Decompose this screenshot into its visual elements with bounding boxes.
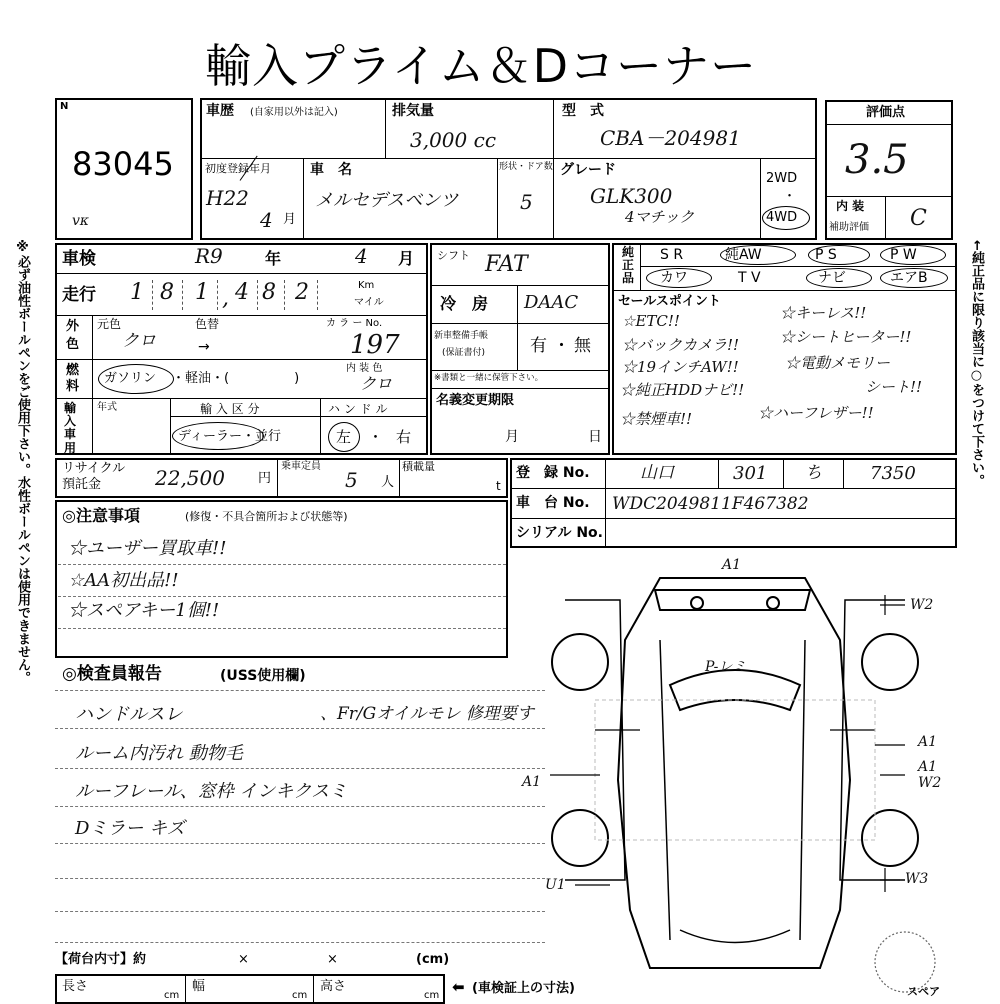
sales-point-label: セールスポイント	[618, 294, 721, 309]
diagram-mark: A1	[722, 557, 742, 573]
sales-point-item: ☆キーレス!!	[780, 304, 867, 322]
notes-label: ◎注意事項	[62, 506, 140, 525]
fuel-gasoline: ガソリン	[104, 371, 157, 386]
mileage-digit: 8	[262, 280, 276, 305]
manual-dot: ・	[553, 336, 570, 356]
fuel-label2: 料	[66, 379, 80, 394]
name-change-month: 月	[505, 429, 519, 445]
color-code-label: カ ラ ー No.	[326, 318, 383, 329]
history-label: 車歴	[206, 103, 234, 119]
mileage-digit: 4	[235, 280, 249, 305]
recycle-label: リサイクル	[62, 461, 126, 476]
sales-point-item: ☆純正HDDナビ!!	[620, 381, 745, 399]
inspector-item: Dミラー キズ	[75, 818, 185, 839]
cargo-height: 高さ	[320, 979, 347, 994]
fuel-int-value: クロ	[360, 374, 393, 393]
car-name-label: 車 名	[310, 162, 352, 178]
note-item: ☆ユーザー買取車!!	[68, 538, 227, 559]
sales-point-item: ☆バックカメラ!!	[622, 336, 740, 354]
color-orig-value: クロ	[122, 331, 156, 351]
model-value: CBA－204981	[600, 126, 741, 150]
displacement-value: 3,000 cc	[410, 128, 497, 152]
registration-class: 301	[733, 463, 768, 484]
drive-dot: ・	[783, 189, 797, 204]
aircon-label: 冷 房	[440, 294, 489, 313]
chassis-value: WDC2049811F467382	[612, 494, 809, 514]
fuel-label1: 燃	[66, 363, 80, 378]
first-reg-month: 4	[260, 208, 273, 232]
color-repaint-value: →	[198, 339, 210, 355]
diagram-mark: A1	[522, 774, 542, 790]
cargo-label: 【荷台内寸】約	[55, 952, 147, 967]
aircon-value: DAAC	[524, 292, 579, 313]
diagram-mark: W2	[910, 597, 934, 613]
sales-point-item: ☆19インチAW!!	[622, 358, 739, 376]
mileage-unit-mile: マイル	[354, 297, 384, 308]
mileage-label: 走行	[62, 285, 96, 305]
recycle-value: 22,500	[155, 466, 225, 490]
cargo-x1: ×	[238, 952, 249, 967]
cargo-cm3: cm	[424, 990, 440, 1001]
first-reg-era: H22	[206, 186, 249, 210]
doors-value: 5	[520, 190, 533, 214]
genuine-item: S R	[660, 247, 684, 263]
registration-kana: ち	[805, 463, 822, 483]
displacement-label: 排気量	[392, 103, 434, 119]
import-right: 右	[396, 428, 412, 446]
sales-point-item: シート!!	[865, 378, 923, 396]
color-repaint-label: 色替	[195, 317, 220, 331]
side-note-right: ←純正品に限り該当に○をつけて下さい。	[968, 240, 984, 487]
capacity-label: 乗車定員	[281, 461, 321, 472]
serial-label: シリアル No.	[516, 525, 603, 541]
registration-number: 7350	[870, 463, 916, 484]
notes-sub: (修復・不具合箇所および状態等)	[185, 510, 348, 523]
import-year-label: 年式	[97, 402, 117, 413]
cargo-note: (車検証上の寸法)	[472, 981, 575, 996]
mileage-digit: 1	[130, 280, 144, 305]
recycle-unit: 円	[258, 471, 272, 486]
cargo-unit: (cm)	[416, 952, 450, 967]
cargo-cm1: cm	[164, 990, 180, 1001]
mileage-unit-km: Km	[358, 280, 375, 291]
diagram-mark: A1	[918, 734, 938, 750]
shift-label: シフト	[437, 249, 470, 262]
sales-point-item: ☆ETC!!	[622, 312, 680, 330]
genuine-item: エアB	[890, 270, 928, 286]
car-name-value: メルセデスベンツ	[315, 190, 459, 211]
side-note-left: ※必ず油性ボールペンをご使用下さい。水性ボールペンは使用できません。	[14, 240, 30, 684]
inspection-label: 車検	[62, 249, 96, 269]
first-reg-label: 初度登録年月	[205, 162, 271, 175]
color-code-value: 197	[350, 330, 400, 360]
import-label: 輸入車用	[64, 401, 77, 455]
model-label: 型 式	[562, 103, 604, 119]
inspector-sub: (USS使用欄)	[220, 668, 306, 684]
inspector-item: ルーフレール、窓枠 インキクスミ	[75, 781, 348, 802]
drive-2wd: 2WD	[766, 171, 798, 186]
manual-note: ※書類と一緒に保管下さい。	[434, 373, 544, 383]
genuine-item: 純AW	[725, 247, 762, 263]
interior-sub: 補助評価	[829, 222, 869, 233]
manual-sub: (保証書付)	[442, 348, 486, 358]
capacity-unit: 人	[381, 475, 395, 490]
diagram-mark: W3	[905, 871, 929, 887]
cargo-arrow: ⬅	[452, 978, 465, 996]
import-kubun-label: 輸 入 区 分	[200, 402, 260, 416]
history-note: (自家用以外は記入)	[250, 107, 338, 118]
import-left: 左	[336, 428, 352, 446]
mileage-comma: ,	[222, 286, 229, 311]
genuine-item: T V	[738, 270, 761, 286]
inspection-year-unit: 年	[265, 249, 282, 268]
color-label-color: 色	[66, 337, 80, 352]
load-label: 積載量	[402, 460, 435, 473]
cargo-width: 幅	[192, 979, 206, 994]
import-kubun-value: ディーラー・並行	[178, 429, 281, 444]
lot-n-label: N	[60, 101, 69, 112]
lot-number: 83045	[72, 145, 174, 183]
color-label-out: 外	[66, 319, 80, 334]
inspector-item: ルーム内汚れ 動物毛	[75, 743, 243, 764]
shift-value: FAT	[485, 252, 528, 277]
sales-point-item: ☆禁煙車!!	[620, 410, 693, 428]
registration-label: 登 録 No.	[516, 465, 590, 481]
sales-point-item: ☆ハーフレザー!!	[758, 404, 874, 422]
inspector-label: ◎検査員報告	[62, 664, 162, 684]
first-reg-month-unit: 月	[283, 212, 297, 227]
manual-label: 新車整備手帳	[434, 331, 489, 341]
cargo-length: 長さ	[62, 979, 89, 994]
grade-label: グレード	[560, 162, 616, 178]
mileage-digit: 1	[195, 280, 209, 305]
capacity-value: 5	[345, 468, 358, 492]
lot-mark: vᴋ	[72, 213, 89, 229]
interior-value: C	[910, 206, 927, 231]
note-item: ☆スペアキー1個!!	[68, 600, 220, 621]
name-change-day: 日	[588, 429, 602, 445]
grade-value: GLK300	[590, 184, 673, 208]
name-change-label: 名義変更期限	[436, 393, 515, 408]
mileage-digit: 2	[295, 280, 309, 305]
manual-no: 無	[574, 336, 591, 356]
inspection-month-unit: 月	[398, 249, 415, 268]
score-value: 3.5	[845, 137, 909, 183]
import-handle-label: ハ ン ド ル	[328, 402, 388, 416]
page-title: 輸入プライム＆Dコーナー	[205, 39, 758, 93]
note-item: ☆AA初出品!!	[68, 570, 179, 591]
cargo-x2: ×	[327, 952, 338, 967]
diagram-mark: A1	[918, 759, 938, 775]
genuine-item: ナビ	[818, 270, 846, 286]
color-orig-label: 元色	[97, 317, 122, 331]
sales-point-item: ☆シートヒーター!!	[780, 328, 912, 346]
genuine-item: P W	[890, 247, 917, 263]
mileage-digit: 8	[160, 280, 174, 305]
genuine-item: P S	[815, 247, 837, 263]
registration-region: 山口	[640, 463, 674, 483]
recycle-label2: 預託金	[62, 477, 102, 492]
inspector-item: ハンドルスレ	[75, 704, 183, 725]
diagram-mark: U1	[545, 877, 566, 893]
load-unit: t	[496, 479, 501, 493]
manual-yes: 有	[530, 336, 547, 356]
grade-sub: 4マチック	[625, 208, 695, 226]
cargo-cm2: cm	[292, 990, 308, 1001]
sales-point-item: ☆電動メモリー	[785, 354, 891, 372]
drive-4wd: 4WD	[766, 210, 798, 225]
import-dot: ・	[368, 428, 384, 446]
diagram-mark: P-レミ	[705, 659, 747, 675]
chassis-label: 車 台 No.	[516, 495, 590, 511]
inspector-side-note: 、Fr/Gオイルモレ 修理要す	[320, 704, 534, 724]
fuel-rest: ・軽油・( )	[172, 371, 300, 386]
inspection-month: 4	[355, 244, 368, 268]
interior-label: 内 装	[836, 199, 865, 213]
score-label: 評価点	[866, 105, 906, 120]
genuine-item: カワ	[660, 270, 688, 286]
inspection-era: R9	[195, 244, 223, 268]
diagram-mark: W2	[918, 775, 942, 791]
genuine-label: 純正品	[622, 245, 635, 286]
doors-label: 形状・ドア数	[499, 162, 553, 172]
spare-label: スペア	[907, 985, 940, 998]
fuel-int-label: 内 装 色	[346, 363, 383, 374]
